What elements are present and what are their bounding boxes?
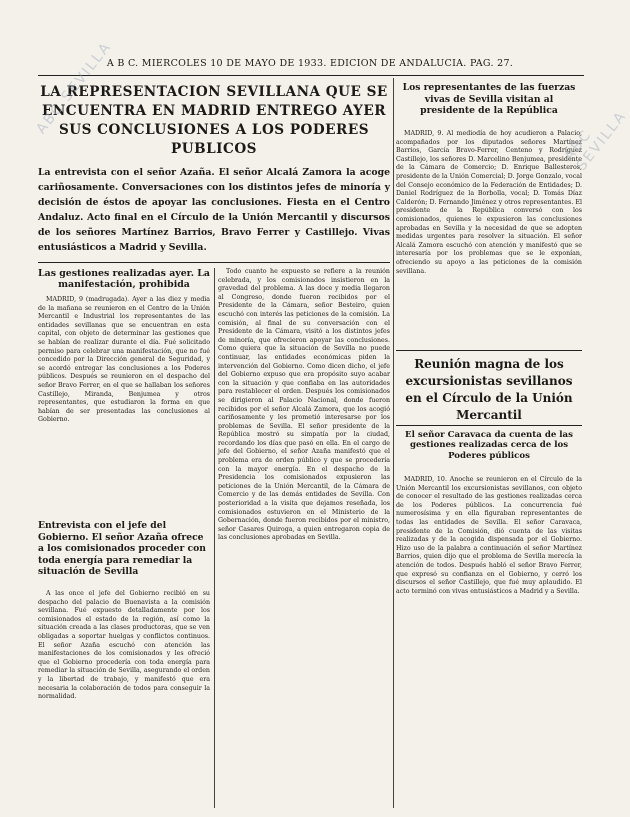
main-headline: LA REPRESENTACION SEVILLANA QUE SE ENCUENTRA EN MADRID ENTREGO AYER SUS CONCLUSIONES A LOS PODERES PUBLICOS: [40, 84, 388, 157]
column-divider-1: [214, 268, 215, 808]
section2-paragraph: A las once el jefe del Gobierno recibió en su despacho del palacio de Buenavista a la comisión sevillana. Fué expuesto detalladamente por los comisionados el estado de la región, así como la situación creada a las clases productoras, que se ven obligadas a soportar huelgas y conflictos continuos. El señor Azaña escuchó con atención las manifestaciones de los comisionados y les ofreció que el Gobierno procedería con toda energía para remediar la situación de Sevilla, asegurando el orden y la libertad de trabajo, y manifestó que era necesaria la colaboración de todos para conseguir la normalidad.: [38, 590, 210, 701]
meeting-headline: Reunión magna de los excursionistas sevillanos en el Círculo de la Unión Mercantil: [405, 357, 573, 422]
right-section-rule: [396, 350, 582, 351]
middle-column-body: [218, 268, 390, 808]
archive-stamp-right: ABC SEVILLA: [561, 108, 630, 174]
right-column-paragraph: MADRID, 9. Al mediodía de hoy acudieron a Palacio, acompañados por los diputados señores Martínez Barrios, García Bravo-Ferrer, Centeno y Rodríguez Castillejo, los señores D. Marcelino Benjumea, presidente de la Cámara de Comercio; D. Enrique Ballesteros, presidente de la Unión Comercial; D. Jorge Gonzalo, vocal del Consejo económico de la Federación de Entidades; D. Daniel Rodríguez de la Borbolla, vocal; D. Tomás Díaz Calderón; D. Fernando Jiménez y otros representantes. El presidente de la República conversó con los comisionados, quienes le expusieron las conclusiones aprobadas en Sevilla y la necesidad de que se adopten medidas urgentes para resolver la situación. El señor Alcalá Zamora escuchó con atención y manifestó que se interesaría por los problemas que se le exponían, ofreciendo su apoyo a las peticiones de la comisión sevillana.: [396, 130, 582, 275]
header-rule: [38, 75, 584, 76]
meeting-rule: [396, 425, 582, 426]
meeting-paragraph: MADRID, 10. Anoche se reunieron en el Círculo de la Unión Mercantil los excursionistas sevillanos, con objeto de conocer el resultado de las gestiones realizadas cerca de los Poderes públicos. La concurrencia fué numerosísima y en ella figuraban representantes de todas las entidades de Sevilla. El señor Caravaca, presidente de la Comisión, dió cuenta de las visitas realizadas y de la acogida dispensada por el Gobierno. Hizo uso de la palabra a continuación el señor Martínez Barrios, quien dijo que el problema de Sevilla merecía la atención de todos. Después habló el señor Bravo Ferrer, que expresó su confianza en el Gobierno, y cerró los discursos el señor Castillejo, que fué muy aplaudido. El acto terminó con vivas entusiásticos a Madrid y a Sevilla.: [396, 476, 582, 595]
section1-paragraph: MADRID, 9 (madrugada). Ayer a las diez y media de la mañana se reunieron en el Centro de la Unión Mercantil e Industrial los representantes de las entidades sevillanas que se encuentran en esta capital, con objeto de determinar las gestiones que se habían de realizar durante el día. Fué solicitado permiso para celebrar una manifestación, que no fué concedido por la Dirección general de Seguridad, y se acordó entregar las conclusiones a los Poderes públicos. Después se reunieron en el despacho del señor Bravo Ferrer, en el que se hallaban los señores Castillejo, Miranda, Benjumea y otros representantes, que estudiaron la forma en que habían de ser presentadas las conclusiones al Gobierno.: [38, 296, 210, 424]
section2-heading: Entrevista con el jefe del Gobierno. El señor Azaña ofrece a los comisionados proceder con toda energía para remediar la situación de Sevilla: [38, 520, 206, 578]
section1-body: [38, 296, 210, 516]
section1-heading: Las gestiones realizadas ayer. La manifestación, prohibida: [38, 268, 210, 291]
meeting-subheading: El señor Caravaca da cuenta de las gestiones realizadas cerca de los Poderes públicos: [405, 430, 573, 461]
right-column-body: [396, 130, 582, 348]
section2-body: [38, 590, 210, 805]
right-headline: Los representantes de las fuerzas vivas de Sevilla visitan al presidente de la República: [402, 82, 576, 116]
middle-column-paragraph: Todo cuanto he expuesto se refiere a la reunión celebrada, y los comisionados insistieron en la gravedad del problema. A las doce y media llegaron al Congreso, donde fueron recibidos por el Presidente de la Cámara, señor Besteiro, quien escuchó con interés las peticiones de la comisión. La comisión, al final de su conversación con el Presidente de la Cámara, visitó a los distintos jefes de minoría, que ofrecieron apoyar las conclusiones. Como quiera que la situación de Sevilla no puede continuar, las entidades económicas piden la intervención del Gobierno. Como dicen dicho, el jefe del Gobierno expuso que era propósito suyo acabar con la situación y que confiaba en las autoridades para restablecer el orden. Después los comisionados se dirigieron al Palacio Nacional, donde fueron recibidos por el señor Alcalá Zamora, que los acogió cariñosamente y les prometió interesarse por los problemas de Sevilla. El señor presidente de la República mostró su simpatía por la ciudad, recordando los días que pasó en ella. En el cargo de jefe del Gobierno, el señor Azaña manifestó que el problema era de orden público y que se procedería con la mayor energía. En el despacho de la Presidencia los comisionados expusieron las peticiones de la Unión Mercantil, de la Cámara de Comercio y de las demás entidades de Sevilla. Con posterioridad a la visita que dejamos reseñada, los comisionados estuvieron en el Ministerio de la Gobernación, donde fueron recibidos por el ministro, señor Casares Quiroga, a quien entregaron copia de las conclusiones aprobadas en Sevilla.: [218, 268, 390, 542]
article-lead: La entrevista con el señor Azaña. El señor Alcalá Zamora la acoge cariñosamente. Conversaciones con los distintos jefes de minoría y decisión de éstos de apoyar las conclusiones. Fiesta en el Centro Andaluz. Acto final en el Círculo de la Unión Mercantil y discursos de los señores Martínez Barrios, Bravo Ferrer y Castillejo. Vivas entusiásticos a Madrid y Sevilla.: [38, 167, 390, 253]
meeting-body: [396, 476, 582, 808]
lead-rule: [38, 262, 390, 263]
archive-stamp-top-left: ABC SEVILLA: [33, 38, 115, 138]
page-header: A B C. MIERCOLES 10 DE MAYO DE 1933. EDICION DE ANDALUCIA. PAG. 27.: [106, 58, 514, 69]
column-divider-2: [393, 78, 394, 808]
